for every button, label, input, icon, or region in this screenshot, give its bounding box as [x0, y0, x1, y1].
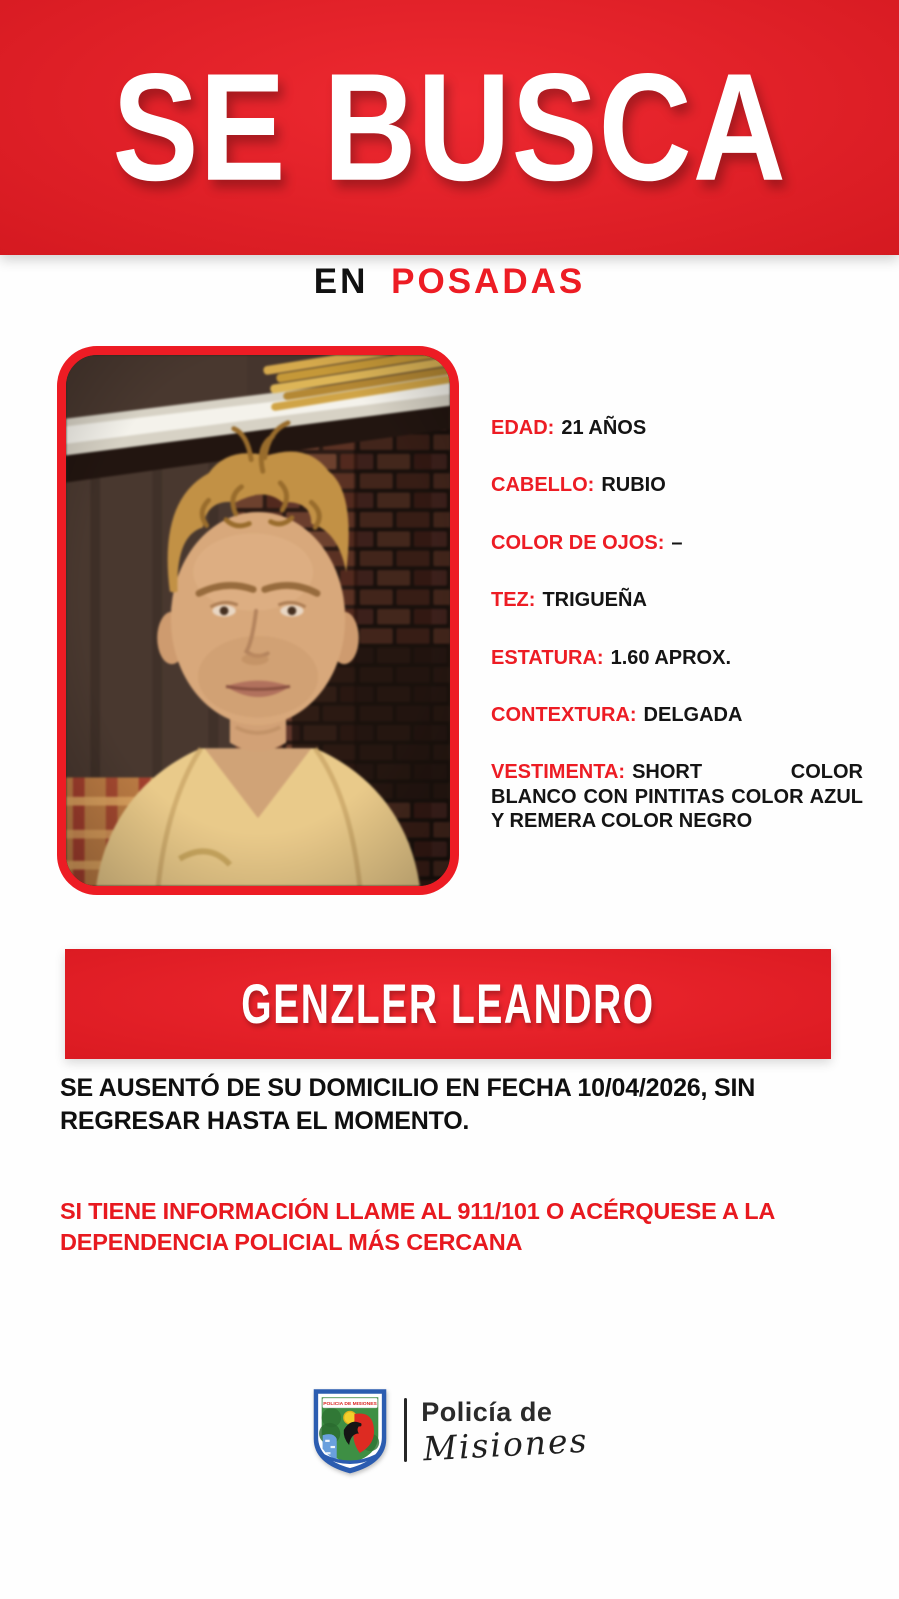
org-name-line1: Policía de	[421, 1397, 553, 1427]
contact-info: SI TIENE INFORMACIÓN LLAME AL 911/101 O ACÉRQUESE A LA DEPENDENCIA POLICIAL MÁS CERCANA	[60, 1198, 775, 1256]
org-name	[421, 1397, 590, 1469]
police-badge-icon	[310, 1384, 390, 1476]
footer-logo	[0, 1384, 899, 1476]
detail-value: 1.60 APROX.	[610, 646, 731, 669]
missing-person-photo	[66, 355, 450, 886]
logo-divider	[404, 1398, 407, 1462]
photo-frame	[57, 346, 459, 895]
detail-value: –	[671, 531, 683, 554]
detail-row-edad	[491, 416, 863, 440]
detail-value: DELGADA	[643, 703, 743, 726]
detail-label: COLOR DE OJOS:	[491, 531, 665, 554]
detail-label: TEZ:	[491, 589, 536, 612]
detail-value: 21 AÑOS	[561, 417, 647, 439]
missing-person-name: GENZLER LEANDRO	[241, 972, 655, 1036]
poster-title: SE BUSCA	[112, 42, 787, 213]
subtitle-prefix: EN	[313, 262, 369, 301]
detail-row-estatura	[491, 646, 863, 670]
detail-row-cabello	[491, 473, 863, 497]
detail-value: TRIGUEÑA	[542, 589, 647, 612]
detail-row-color-de-ojos	[491, 531, 863, 555]
detail-row-vestimenta	[491, 760, 863, 833]
detail-row-contextura	[491, 703, 863, 727]
detail-label: VESTIMENTA:	[491, 761, 626, 784]
detail-label: CONTEXTURA:	[491, 703, 637, 726]
detail-label: CABELLO:	[491, 474, 595, 497]
detail-value: RUBIO	[601, 474, 666, 497]
detail-label: EDAD:	[491, 417, 555, 439]
org-name-line2: Misiones	[422, 1420, 590, 1469]
name-banner	[65, 949, 831, 1059]
subtitle	[0, 262, 899, 302]
badge-label: POLICIA DE MISIONES	[323, 1402, 378, 1408]
detail-value: SHORT COLOR BLANCO CON PINTITAS COLOR AZUL Y REMERA COLOR NEGRO	[491, 761, 863, 833]
absence-description: SE AUSENTÓ DE SU DOMICILIO EN FECHA 10/04/2026, SIN REGRESAR HASTA EL MOMENTO.	[60, 1074, 756, 1135]
detail-row-tez	[491, 588, 863, 612]
header-banner	[0, 0, 899, 255]
subtitle-location: POSADAS	[391, 262, 586, 301]
details-list	[491, 416, 863, 867]
detail-label: ESTATURA:	[491, 646, 604, 669]
